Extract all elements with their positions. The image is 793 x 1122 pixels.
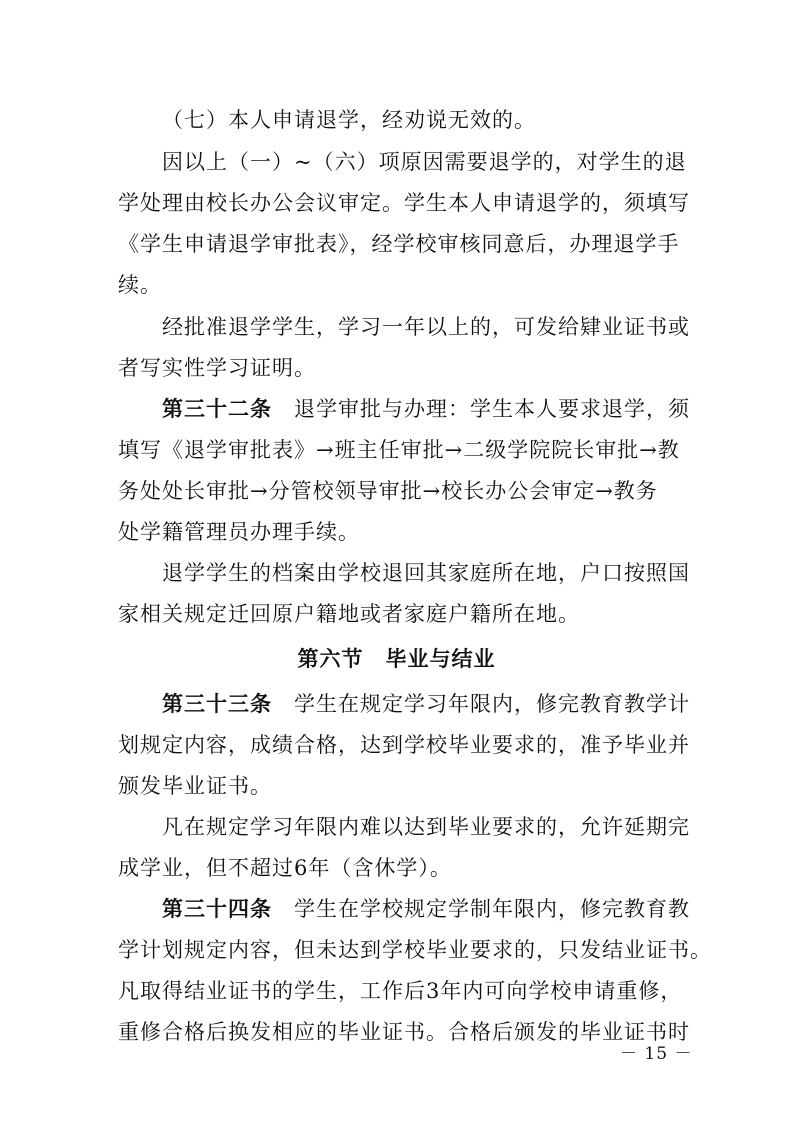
paragraph-line: 填写《退学审批表》→班主任审批→二级学院院长审批→教 bbox=[118, 438, 680, 462]
paragraph-line: 经批准退学学生，学习一年以上的，可发给肄业证书或 bbox=[162, 315, 690, 339]
article-32-line bbox=[162, 394, 690, 424]
paragraph-line: 学计划规定内容，但未达到学校毕业要求的，只发结业证书。 bbox=[118, 938, 712, 962]
page-number: － 15 － bbox=[620, 1044, 693, 1064]
paragraph-line: 续。 bbox=[118, 273, 162, 297]
paragraph-line: 重修合格后换发相应的毕业证书。合格后颁发的毕业证书时 bbox=[118, 1020, 690, 1044]
paragraph-line: 务处处长审批→分管校领导审批→校长办公会审定→教务 bbox=[118, 479, 658, 503]
paragraph-line: 成学业，但不超过6年（含休学）。 bbox=[118, 856, 452, 880]
paragraph-line: 者写实性学习证明。 bbox=[118, 356, 316, 380]
paragraph-line: 划规定内容，成绩合格，达到学校毕业要求的，准予毕业并 bbox=[118, 733, 690, 757]
article-34-text: 学生在学校规定学制年限内，修完教育教 bbox=[294, 897, 690, 921]
paragraph-line: 颁发毕业证书。 bbox=[118, 774, 272, 798]
paragraph-line: 《学生申请退学审批表》，经学校审核同意后，办理退学手 bbox=[118, 232, 680, 256]
article-32-text: 退学审批与办理：学生本人要求退学，须 bbox=[294, 397, 690, 421]
article-34-line bbox=[162, 894, 690, 924]
section-heading: 第六节 毕业与结业 bbox=[297, 646, 496, 671]
article-34-title: 第三十四条 bbox=[162, 896, 272, 921]
article-33-line bbox=[162, 689, 690, 719]
paragraph-line: 学处理由校长办公会议审定。学生本人申请退学的，须填写 bbox=[118, 191, 690, 215]
paragraph-line: 处学籍管理员办理手续。 bbox=[118, 520, 360, 544]
paragraph-line: 凡在规定学习年限内难以达到毕业要求的，允许延期完 bbox=[162, 815, 690, 839]
paragraph-line: 家相关规定迁回原户籍地或者家庭户籍所在地。 bbox=[118, 602, 580, 626]
paragraph-line: （七）本人申请退学，经劝说无效的。 bbox=[162, 108, 536, 132]
paragraph-line: 凡取得结业证书的学生，工作后3年内可向学校申请重修， bbox=[118, 979, 683, 1003]
article-33-title: 第三十三条 bbox=[162, 691, 272, 716]
paragraph-line: 退学学生的档案由学校退回其家庭所在地，户口按照国 bbox=[162, 561, 690, 585]
article-32-title: 第三十二条 bbox=[162, 396, 272, 421]
paragraph-line: 因以上（一）~（六）项原因需要退学的，对学生的退 bbox=[162, 150, 687, 174]
article-33-text: 学生在规定学习年限内，修完教育教学计 bbox=[294, 692, 690, 716]
